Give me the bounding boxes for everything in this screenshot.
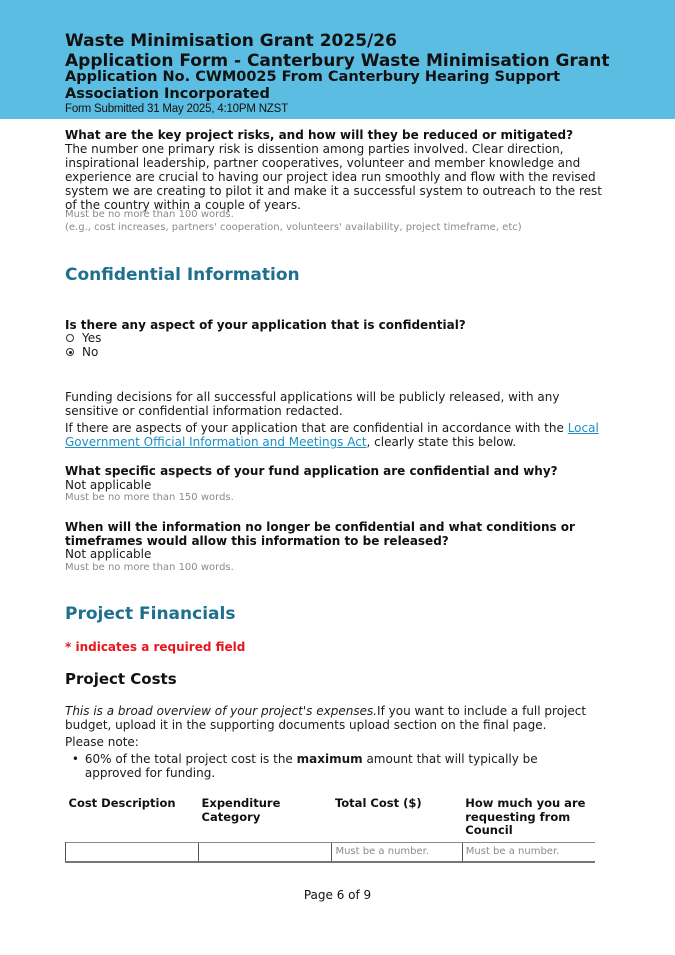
requested-amount-cell[interactable]: Must be a number. bbox=[462, 842, 595, 862]
confidential-question: Is there any aspect of your application that is confidential? bbox=[65, 318, 466, 332]
section-title-confidential: Confidential Information bbox=[65, 265, 300, 285]
column-header-cost-description: Cost Description bbox=[68, 796, 176, 810]
cost-description-cell[interactable] bbox=[66, 842, 199, 862]
required-field-note: * indicates a required field bbox=[65, 640, 246, 654]
funding-decisions-info: Funding decisions for all successful applications will be publicly released, with any sensitive or confidential information redacted. bbox=[65, 390, 560, 418]
bullet-text bbox=[85, 752, 595, 780]
column-header-expenditure-category: Expenditure Category bbox=[201, 796, 281, 824]
section-title-financials: Project Financials bbox=[65, 604, 236, 624]
risks-example-hint: (e.g., cost increases, partners' cooperation, volunteers' availability, project timeframe, etc) bbox=[65, 222, 522, 233]
page-number: Page 6 of 9 bbox=[303, 888, 372, 902]
risks-question: What are the key project risks, and how will they be reduced or mitigated? bbox=[65, 128, 574, 142]
column-header-total-cost: Total Cost ($) bbox=[334, 796, 422, 810]
bullet-text-start: 60% of the total project cost is the bbox=[84, 752, 297, 766]
risks-word-limit: Must be no more than 100 words. bbox=[65, 209, 234, 220]
radio-label-no: No bbox=[82, 345, 99, 359]
form-header bbox=[0, 0, 675, 119]
radio-option-yes[interactable] bbox=[65, 331, 610, 345]
expenditure-category-cell[interactable] bbox=[199, 842, 332, 862]
submitted-timestamp: Form Submitted 31 May 2025, 4:10PM NZST bbox=[65, 103, 288, 115]
risks-answer: The number one primary risk is dissention among parties involved. Clear direction, inspirational leadership, partner cooperatives, volunteer and member knowledge and experience are crucial to having our project idea run smoothly and flow with the revised system we are creating to pilot it and make it a successful system to outreach to the rest of the country within a couple of years. bbox=[65, 142, 602, 212]
confidential-aspects-word-limit: Must be no more than 150 words. bbox=[65, 492, 234, 503]
column-header-requested-amount: How much you are requesting from Council bbox=[465, 796, 586, 837]
form-name: Application Form - Canterbury Waste Minimisation Grant bbox=[65, 51, 610, 71]
project-costs-table bbox=[65, 797, 595, 863]
bullet-icon: • bbox=[71, 752, 79, 766]
bullet-text-end: amount that will typically be approved for funding. bbox=[84, 752, 538, 780]
table-header-row bbox=[66, 797, 596, 842]
intro-italic: This is a broad overview of your project's expenses. bbox=[65, 704, 378, 718]
bullet-text-bold: maximum bbox=[296, 752, 363, 766]
release-conditions-question: When will the information no longer be confidential and what conditions or timeframes would allow this information to be released? bbox=[65, 520, 575, 548]
radio-option-no[interactable] bbox=[65, 345, 610, 359]
guidance-text-end: , clearly state this below. bbox=[366, 435, 517, 449]
guidance-text: If there are aspects of your application that are confidential in accordance with the bbox=[65, 421, 568, 435]
confidential-aspects-question: What specific aspects of your fund application are confidential and why? bbox=[65, 464, 558, 478]
radio-checked-icon[interactable] bbox=[66, 348, 74, 356]
application-number: Application No. CWM0025 From Canterbury Hearing Support Association Incorporated bbox=[65, 69, 561, 102]
release-conditions-word-limit: Must be no more than 100 words. bbox=[65, 562, 234, 573]
lgoima-act-link[interactable]: Local Government Official Information and Meetings Act bbox=[65, 421, 599, 449]
grant-title: Waste Minimisation Grant 2025/26 bbox=[65, 31, 397, 51]
project-costs-intro bbox=[65, 704, 610, 732]
release-conditions-answer: Not applicable bbox=[65, 547, 152, 561]
project-costs-heading: Project Costs bbox=[65, 670, 177, 688]
please-note-label: Please note: bbox=[65, 735, 139, 749]
confidential-aspects-answer: Not applicable bbox=[65, 478, 152, 492]
funding-cap-bullet bbox=[65, 752, 595, 780]
radio-unchecked-icon[interactable] bbox=[66, 334, 74, 342]
radio-label-yes: Yes bbox=[82, 331, 102, 345]
intro-rest: If you want to include a full project budget, upload it in the supporting documents upload section on the final page. bbox=[65, 704, 587, 732]
total-cost-cell[interactable]: Must be a number. bbox=[332, 842, 462, 862]
confidential-guidance bbox=[65, 421, 610, 449]
table-row bbox=[66, 842, 596, 862]
